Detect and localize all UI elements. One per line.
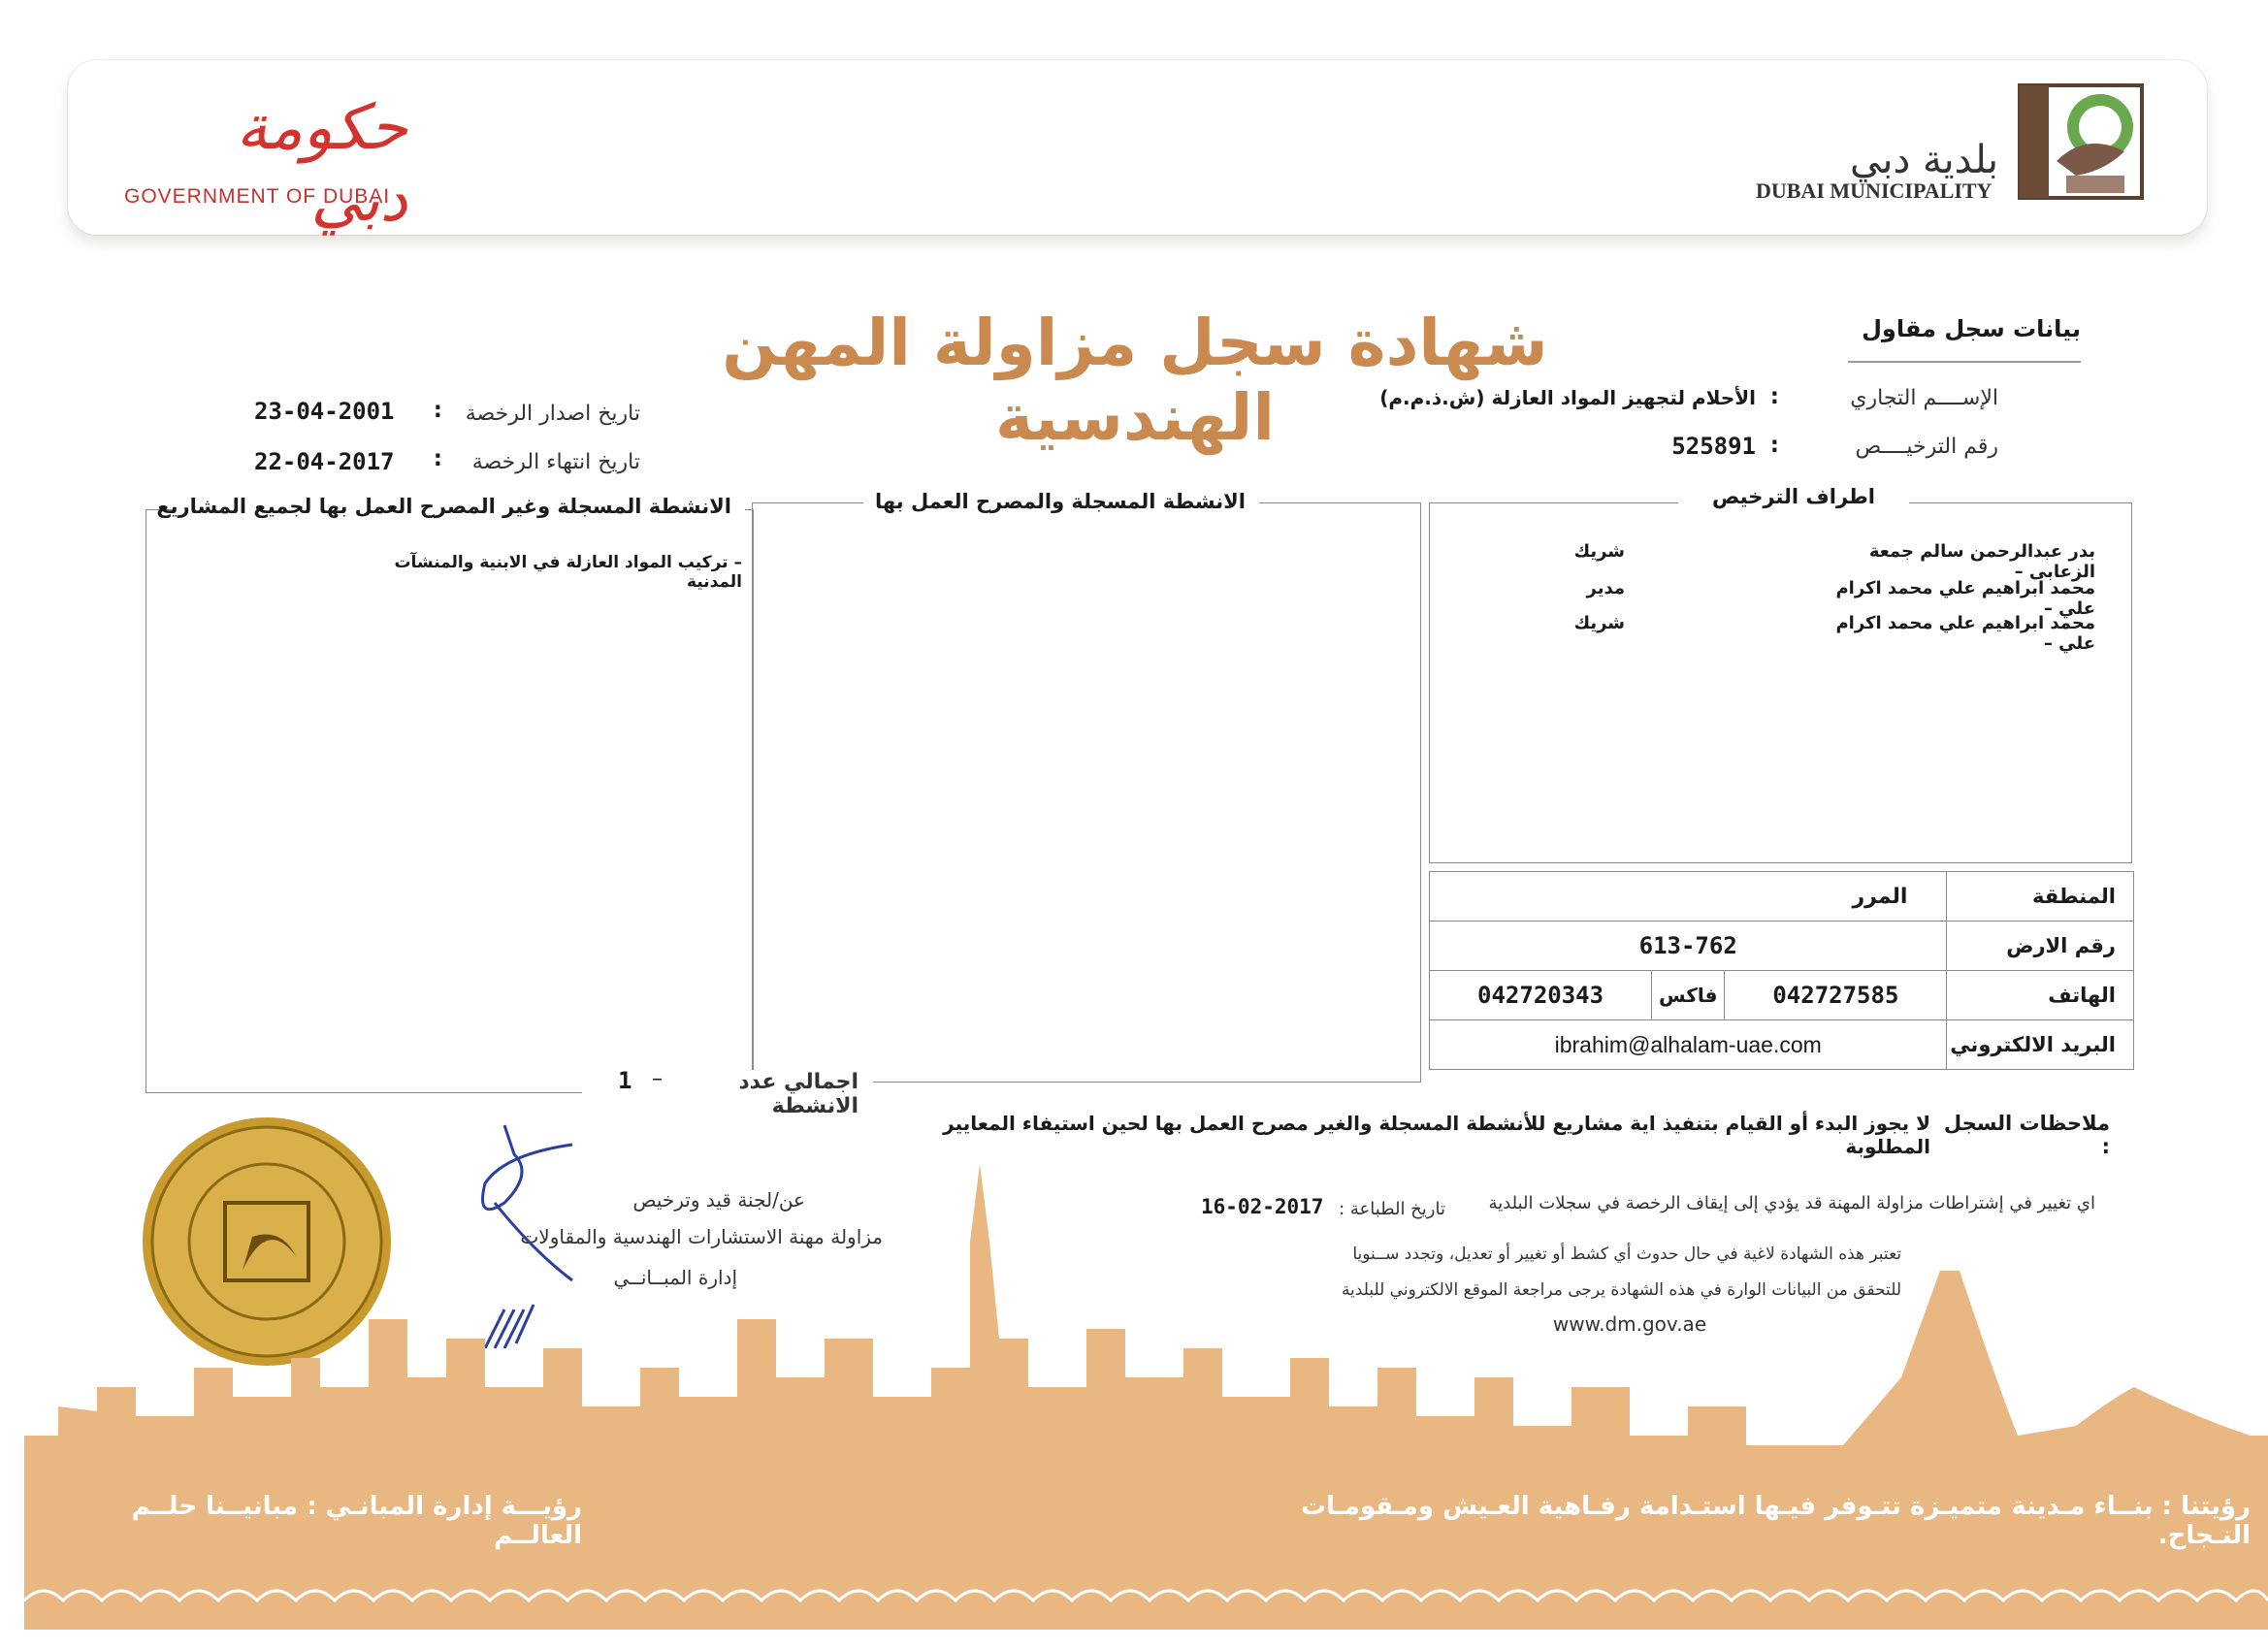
land-value: 613-762 <box>1430 922 1947 971</box>
party-role: مدير <box>1586 578 1625 598</box>
change-warning: اي تغيير في إشتراطات مزاولة المهنة قد يؤدي إلى إيقاف الرخصة في سجلات البلدية <box>1488 1193 2095 1213</box>
party-name: محمد ابراهيم علي محمد اكرام علي – <box>1835 578 2095 619</box>
notes-text: لا يجوز البدء أو القيام بتنفيذ اية مشاريع للأنشطة المسجلة والغير مصرح العمل بها لحين استيفاء المعايير المطلوبة <box>943 1112 1930 1158</box>
total-activities-dash: – <box>652 1067 663 1091</box>
party-name: محمد ابراهيم علي محمد اكرام علي – <box>1835 613 2095 654</box>
invalid-note: تعتبر هذه الشهادة لاغية في حال حدوث أي كشط أو تغيير أو تعديل، وتجدد ســنويا <box>1352 1245 1901 1264</box>
certificate-title: شهادة سجل مزاولة المهن الهندسية <box>722 306 1548 455</box>
print-date-label: تاريخ الطباعة : <box>1339 1199 1445 1219</box>
dubai-municipality-logo-icon <box>2018 83 2144 200</box>
gov-logo-arabic: حكومة دبي <box>236 92 407 236</box>
website-link[interactable]: www.dm.gov.ae <box>1552 1312 1707 1336</box>
party-role: شريك <box>1573 613 1625 633</box>
signature-line2: مزاولة مهنة الاستشارات الهندسية والمقاولات <box>520 1225 883 1248</box>
license-no-label: رقم الترخيــــص <box>1855 435 1998 459</box>
dm-name-arabic: بلدية دبي <box>1850 138 1998 182</box>
party-name-text: محمد ابراهيم علي محمد اكرام علي <box>1835 578 2095 619</box>
license-no-value: 525891 <box>1671 433 1756 460</box>
notes-label: ملاحظات السجل : <box>1943 1112 2110 1158</box>
total-activities-value: 1 <box>618 1067 632 1094</box>
expiry-date-value: 22-04-2017 <box>254 448 395 475</box>
party-name-text: بدر عبدالرحمن سالم جمعة الزعابى <box>1868 541 2095 582</box>
signature-line1: عن/لجنة قيد وترخيص <box>632 1188 805 1212</box>
total-activities-label: اجمالي عدد الانشطة <box>738 1070 859 1118</box>
registered-permitted-title: الانشطة المسجلة والمصرح العمل بها <box>863 490 1259 513</box>
email-label: البريد الالكتروني <box>1947 1020 2134 1070</box>
buildings-dept-vision: رؤيـــة إدارة المبانـي : مبانيــنا حلــم العالــم <box>131 1492 582 1550</box>
phone-value: 042727585 <box>1725 971 1947 1020</box>
registered-not-permitted-box <box>146 509 754 1093</box>
section-underline <box>1848 361 2081 363</box>
section-label: بيانات سجل مقاول <box>1862 315 2081 342</box>
municipality-vision: رؤيتنا : بنــاء مـدينة متميـزة تتـوفر فيـها استـدامة رفـاهية العـيش ومـقومـات النـجاح. <box>1301 1492 2251 1550</box>
not-permitted-item <box>340 553 742 592</box>
land-label: رقم الارض <box>1947 922 2134 971</box>
signature-line3: إدارة المبــانــي <box>613 1266 737 1289</box>
dubai-skyline-icon <box>0 1145 2268 1649</box>
party-name: بدر عبدالرحمن سالم جمعة الزعابى – <box>1868 541 2095 582</box>
parties-title: اطراف الترخيص <box>1678 485 1909 508</box>
registered-permitted-box <box>752 502 1421 1083</box>
email-value[interactable]: ibrahim@alhalam-uae.com <box>1430 1020 1947 1070</box>
phone-label: الهاتف <box>1947 971 2134 1020</box>
contact-info-table <box>1429 871 2134 1070</box>
expiry-date-label: تاريخ انتهاء الرخصة <box>471 450 640 474</box>
verify-note: للتحقق من البيانات الوارة في هذه الشهادة يرجى مراجعة الموقع الالكتروني للبلدية <box>1341 1280 1901 1300</box>
area-label: المنطقة <box>1947 872 2134 922</box>
dm-name-english: DUBAI MUNICIPALITY <box>1756 178 1993 203</box>
party-name-text: محمد ابراهيم علي محمد اكرام علي <box>1835 613 2095 654</box>
party-role: شريك <box>1573 541 1625 562</box>
expiry-date-sep: : <box>433 446 442 471</box>
area-value: المرر <box>1430 872 1947 922</box>
issue-date-label: تاريخ اصدار الرخصة <box>465 402 640 426</box>
registered-not-permitted-title: الانشطة المسجلة وغير المصرح العمل بها لجميع المشاريع <box>175 495 745 518</box>
license-no-sep: : <box>1769 433 1779 458</box>
print-date-value: 16-02-2017 <box>1201 1195 1324 1218</box>
trade-name-value: الأحلام لتجهيز المواد العازلة (ش.ذ.م.م) <box>1379 386 1756 409</box>
fax-label: فاكس <box>1652 971 1725 1020</box>
trade-name-sep: : <box>1769 384 1779 409</box>
fax-value: 042720343 <box>1430 971 1652 1020</box>
gov-logo-english: GOVERNMENT OF DUBAI <box>124 185 391 208</box>
list-dash: – <box>728 553 742 572</box>
trade-name-label: الإســــم التجاري <box>1850 386 1998 410</box>
issue-date-sep: : <box>433 398 442 423</box>
not-permitted-item-text: تركيب المواد العازلة في الابنية والمنشآت المدنية <box>394 553 742 592</box>
issue-date-value: 23-04-2001 <box>254 398 395 425</box>
